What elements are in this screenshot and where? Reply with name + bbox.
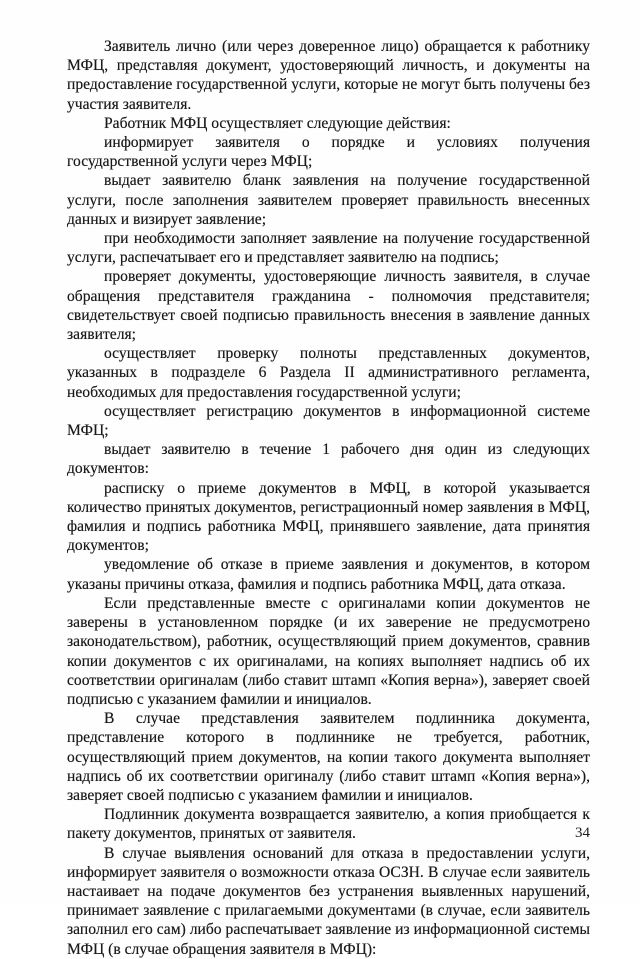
paragraph-12: Если представленные вместе с оригиналами копии документов не заверены в установленном порядке (и их заверение не предусмотрено законодательством), работник, осуществляющий прием документов, сравнив копии документов с их оригиналами, на копиях выполняет надпись об их соответствии оригиналам (либо ставит штамп «Копия верна»), заверяет своей подписью с указанием фамилии и инициалов. bbox=[67, 594, 590, 708]
paragraph-8: осуществляет регистрацию документов в информационной системе МФЦ; bbox=[67, 402, 590, 440]
paragraph-7: осуществляет проверку полноты представленных документов, указанных в подразделе 6 Раздела II административного регламента, необходимых для предоставления государственной услуги; bbox=[67, 345, 590, 401]
paragraph-1: Заявитель лично (или через доверенное лицо) обращается к работнику МФЦ, представляя документ, удостоверяющий личность, и документы на предоставление государственной услуги, которые не могут быть получены без участия заявителя. bbox=[67, 38, 590, 113]
paragraph-14: Подлинник документа возвращается заявителю, а копия приобщается к пакету документов, принятых от заявителя. bbox=[67, 806, 590, 843]
paragraph-9: выдает заявителю в течение 1 рабочего дня один из следующих документов: bbox=[67, 441, 590, 478]
paragraph-4: выдает заявителю бланк заявления на получение государственной услуги, после заполнения заявителем проверяет правильность внесенных данных и визирует заявление; bbox=[67, 172, 590, 228]
paragraph-6: проверяет документы, удостоверяющие личность заявителя, в случае обращения представителя гражданина - полномочия представителя; свидетельствует своей подписью правильность внесения в заявление данных заявителя; bbox=[67, 268, 590, 344]
paragraph-10: расписку о приеме документов в МФЦ, в которой указывается количество принятых документов, регистрационный номер заявления в МФЦ, фамилия и подпись работника МФЦ, принявшего заявление, дата принятия документов; bbox=[67, 479, 590, 555]
paragraph-3: информирует заявителя о порядке и условиях получения государственной услуги через МФЦ; bbox=[67, 134, 590, 171]
paragraph-13: В случае представления заявителем подлинника документа, представление которого в подлиннике не требуется, работник, осуществляющий прием документов, на копии такого документа выполняет надпись об их соответствии оригиналу (либо ставит штамп «Копия верна»), заверяет своей подписью с указанием фамилии и инициалов. bbox=[67, 710, 590, 804]
body-text bbox=[67, 37, 590, 959]
paragraph-11: уведомление об отказе в приеме заявления и документов, в котором указаны причины отказа, фамилия и подпись работника МФЦ, дата отказа. bbox=[67, 556, 590, 593]
paragraph-15: В случае выявления оснований для отказа в предоставлении услуги, информирует заявителя о возможности отказа ОСЗН. В случае если заявитель настаивает на подаче документов без устранения выявленных нарушений, принимает заявление с прилагаемыми документами (в случае, если заявитель заполнил его сам) либо распечатывает заявление из информационной системы МФЦ (в случае обращения заявителя в МФЦ): bbox=[67, 844, 590, 958]
paragraph-2: Работник МФЦ осуществляет следующие действия: bbox=[104, 114, 451, 132]
page-number: 34 bbox=[575, 825, 590, 841]
paragraph-5: при необходимости заполняет заявление на получение государственной услуги, распечатывает его и представляет заявителю на подпись; bbox=[67, 230, 590, 267]
